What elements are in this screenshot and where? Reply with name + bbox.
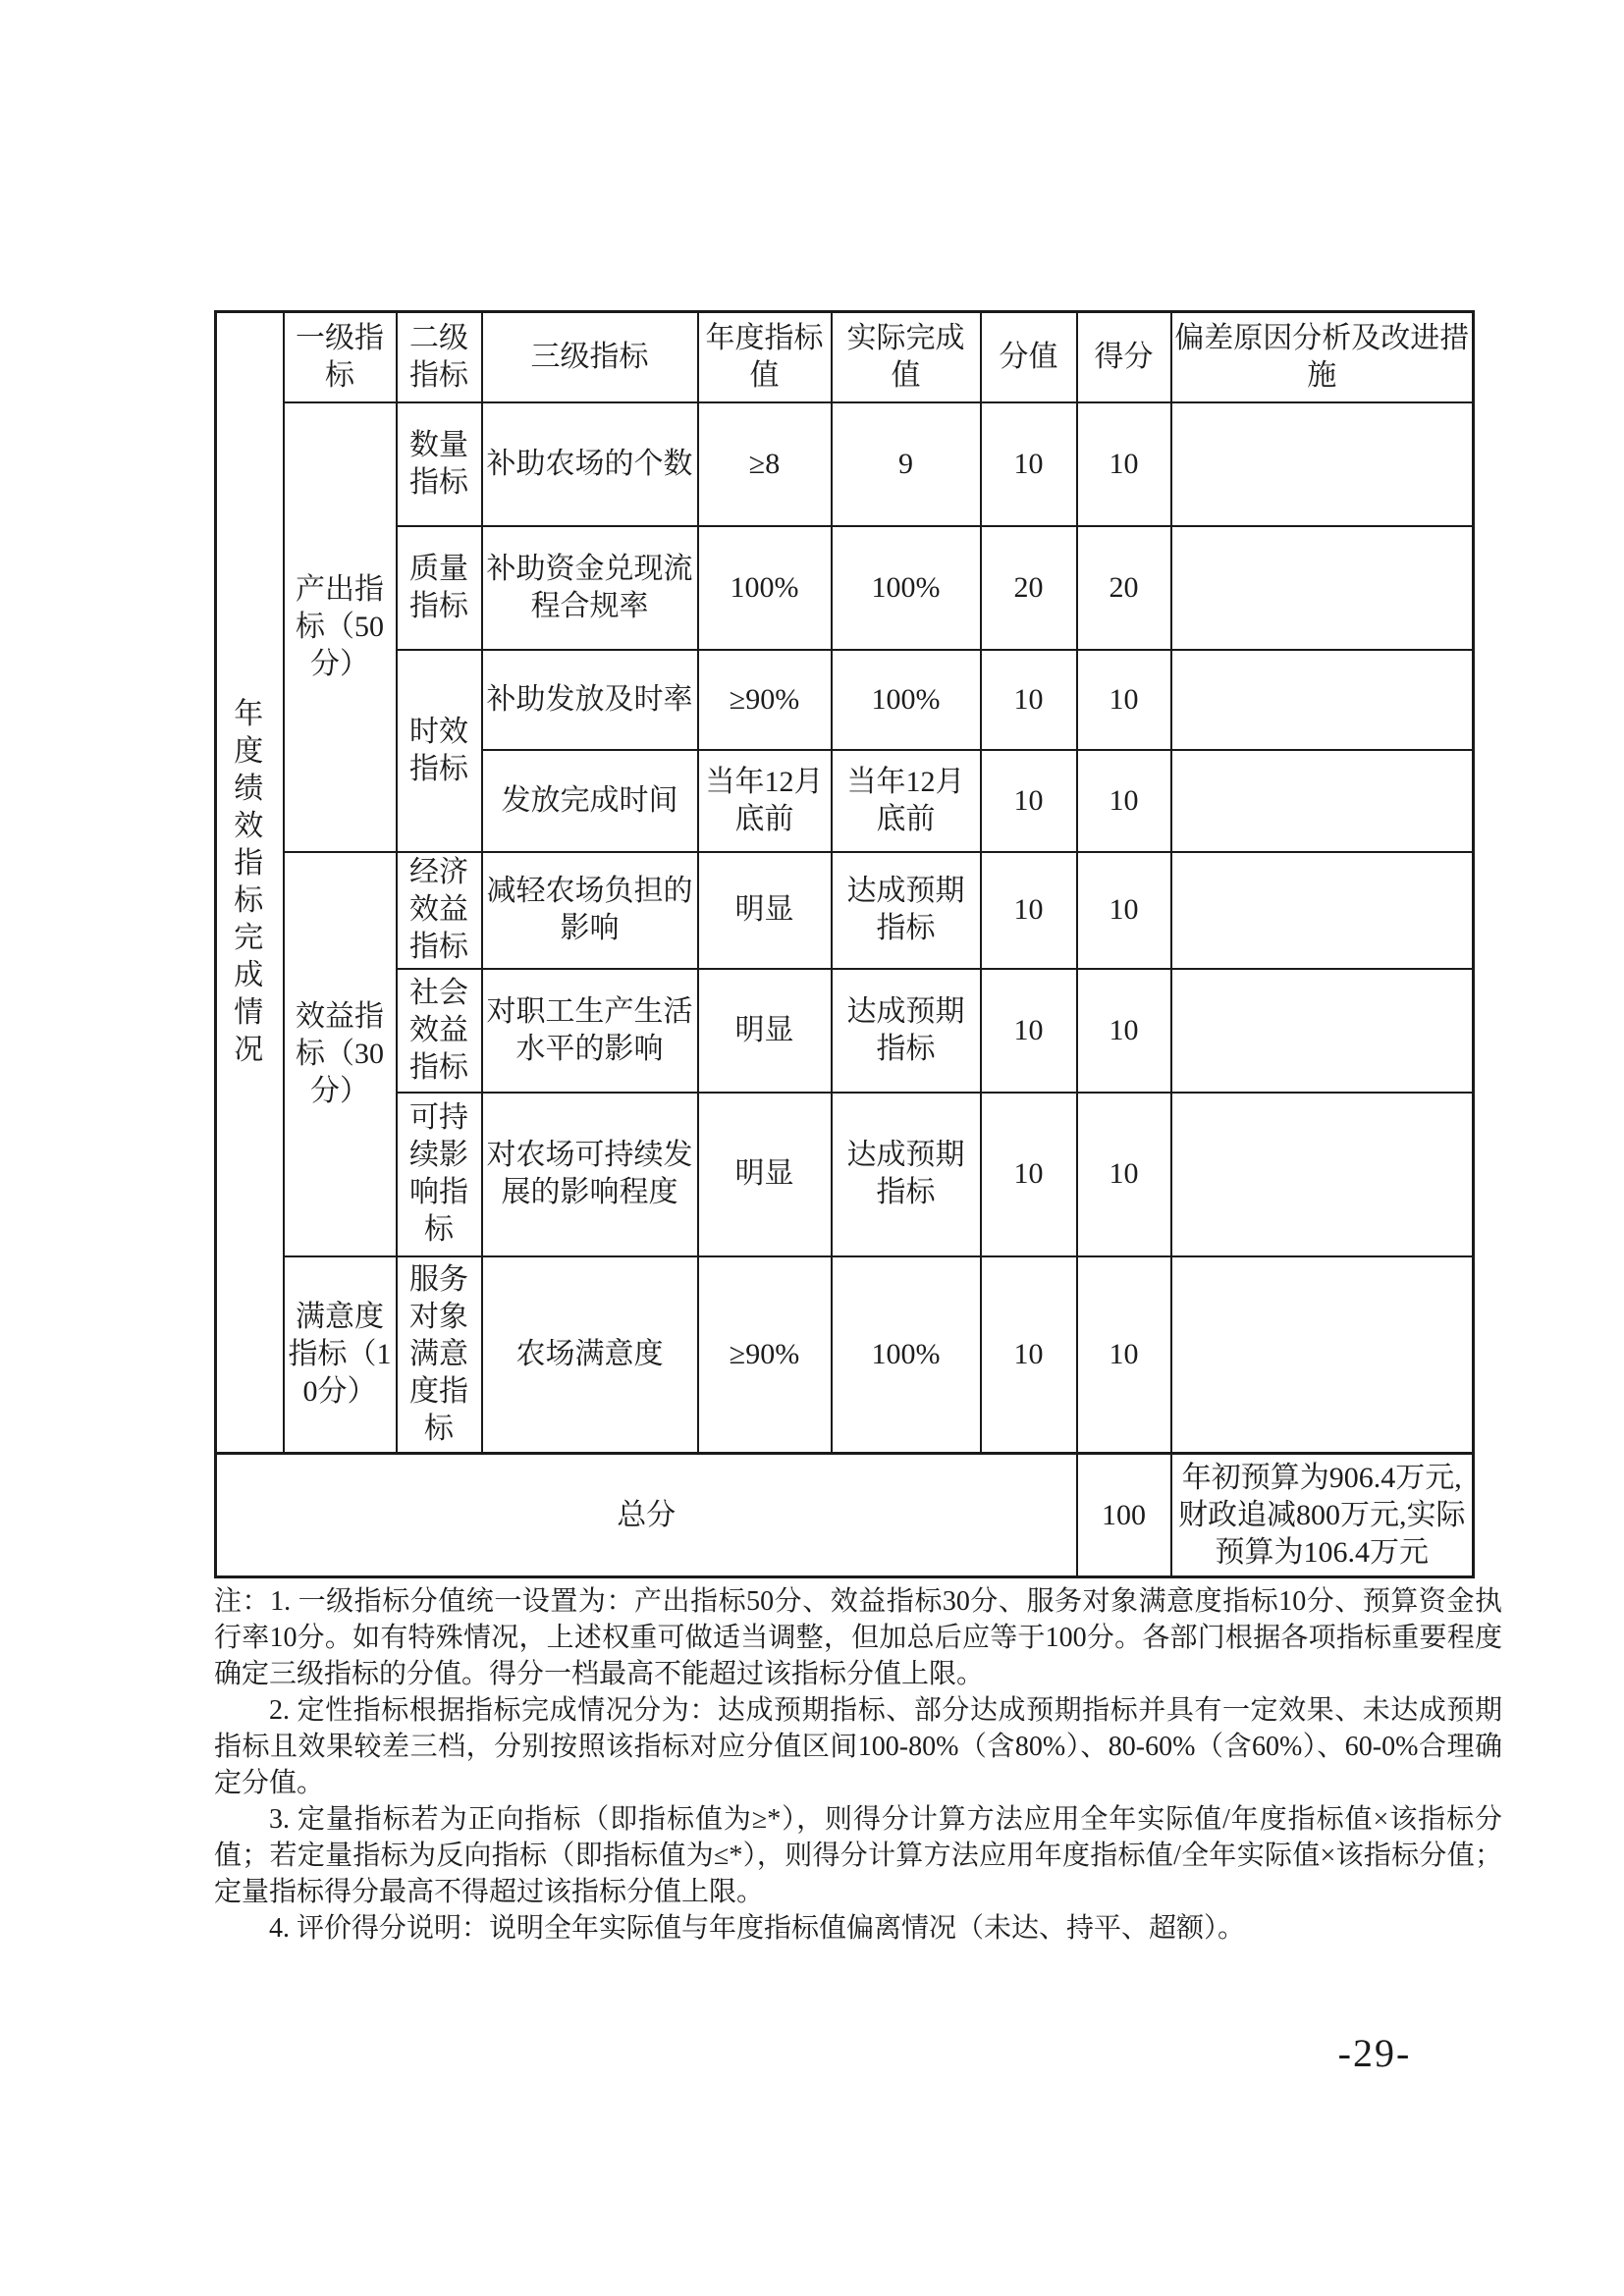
annual-target-cell: 明显 [698, 1093, 832, 1256]
header-annual-target: 年度指标值 [698, 312, 832, 402]
header-level3: 三级指标 [482, 312, 698, 402]
max-score-cell: 10 [981, 969, 1077, 1093]
total-score-cell: 100 [1077, 1454, 1171, 1577]
actual-cell: 100% [832, 526, 981, 650]
level3-cell: 补助发放及时率 [482, 650, 698, 750]
header-score: 得分 [1077, 312, 1171, 402]
table-row [216, 969, 1474, 1093]
deviation-cell [1171, 1256, 1474, 1454]
deviation-cell [1171, 969, 1474, 1093]
header-deviation: 偏差原因分析及改进措施 [1171, 312, 1474, 402]
level3-cell: 补助农场的个数 [482, 402, 698, 526]
header-level1: 一级指标 [284, 312, 397, 402]
score-cell: 10 [1077, 969, 1171, 1093]
actual-cell: 达成预期指标 [832, 852, 981, 969]
level3-cell: 农场满意度 [482, 1256, 698, 1454]
score-cell: 10 [1077, 1093, 1171, 1256]
header-max-score: 分值 [981, 312, 1077, 402]
score-cell: 20 [1077, 526, 1171, 650]
level3-cell: 补助资金兑现流程合规率 [482, 526, 698, 650]
total-remark-cell: 年初预算为906.4万元,财政追减800万元,实际预算为106.4万元 [1171, 1454, 1474, 1577]
level2-cell: 数量指标 [397, 402, 482, 526]
footnote-3: 3. 定量指标若为正向指标（即指标值为≥*），则得分计算方法应用全年实际值/年度指标值×该指标分值；若定量指标为反向指标（即指标值为≤*），则得分计算方法应用年度指标值/全年实际值×该指标分值；定量指标得分最高不得超过该指标分值上限。 [214, 1804, 1502, 1907]
page-number: -29- [1337, 2031, 1412, 2075]
level3-cell: 减轻农场负担的影响 [482, 852, 698, 969]
annual-target-cell: 100% [698, 526, 832, 650]
max-score-cell: 10 [981, 1093, 1077, 1256]
table-row [216, 526, 1474, 650]
table-row [216, 402, 1474, 526]
annual-target-cell: 明显 [698, 852, 832, 969]
header-actual: 实际完成值 [832, 312, 981, 402]
level2-cell: 时效指标 [397, 650, 482, 852]
deviation-cell [1171, 526, 1474, 650]
level2-cell: 服务对象满意度指标 [397, 1256, 482, 1454]
annual-target-cell: ≥90% [698, 650, 832, 750]
footnote-4: 4. 评价得分说明：说明全年实际值与年度指标值偏离情况（未达、持平、超额）。 [269, 1913, 1246, 1944]
deviation-cell [1171, 750, 1474, 852]
level2-cell: 质量指标 [397, 526, 482, 650]
level2-cell: 可持续影响指标 [397, 1093, 482, 1256]
table-row [216, 852, 1474, 969]
table-row [216, 650, 1474, 750]
actual-cell: 100% [832, 1256, 981, 1454]
max-score-cell: 10 [981, 1256, 1077, 1454]
performance-indicator-table [214, 310, 1475, 1578]
score-cell: 10 [1077, 750, 1171, 852]
score-cell: 10 [1077, 402, 1171, 526]
max-score-cell: 10 [981, 852, 1077, 969]
annual-target-cell: ≥90% [698, 1256, 832, 1454]
actual-cell: 当年12月底前 [832, 750, 981, 852]
score-cell: 10 [1077, 852, 1171, 969]
deviation-cell [1171, 852, 1474, 969]
level1-benefit-indicator: 效益指标（30分） [284, 852, 397, 1256]
row-group-label: 年度绩效指标完成情况 [216, 312, 284, 1454]
total-label: 总分 [216, 1454, 1077, 1577]
annual-target-cell: 明显 [698, 969, 832, 1093]
level2-cell: 社会效益指标 [397, 969, 482, 1093]
level3-cell: 对职工生产生活水平的影响 [482, 969, 698, 1093]
max-score-cell: 10 [981, 750, 1077, 852]
footnotes [214, 1583, 1502, 1947]
actual-cell: 100% [832, 650, 981, 750]
actual-cell: 达成预期指标 [832, 969, 981, 1093]
total-row [216, 1454, 1474, 1577]
max-score-cell: 10 [981, 650, 1077, 750]
level1-output-indicator: 产出指标（50分） [284, 402, 397, 852]
deviation-cell [1171, 1093, 1474, 1256]
header-level2: 二级指标 [397, 312, 482, 402]
table-header-row [216, 312, 1474, 402]
max-score-cell: 10 [981, 402, 1077, 526]
level2-cell: 经济效益指标 [397, 852, 482, 969]
score-cell: 10 [1077, 1256, 1171, 1454]
footnote-1: 注：1. 一级指标分值统一设置为：产出指标50分、效益指标30分、服务对象满意度指标10分、预算资金执行率10分。如有特殊情况，上述权重可做适当调整，但加总后应等于100分。各部门根据各项指标重要程度确定三级指标的分值。得分一档最高不能超过该指标分值上限。 [214, 1586, 1502, 1689]
level3-cell: 发放完成时间 [482, 750, 698, 852]
table-row [216, 1256, 1474, 1454]
actual-cell: 9 [832, 402, 981, 526]
max-score-cell: 20 [981, 526, 1077, 650]
actual-cell: 达成预期指标 [832, 1093, 981, 1256]
deviation-cell [1171, 650, 1474, 750]
footnote-2: 2. 定性指标根据指标完成情况分为：达成预期指标、部分达成预期指标并具有一定效果、未达成预期指标且效果较差三档，分别按照该指标对应分值区间100-80%（含80%）、80-60%（含60%）、60-0%合理确定分值。 [214, 1695, 1502, 1798]
level1-satisfaction-indicator: 满意度指标（10分） [284, 1256, 397, 1454]
annual-target-cell: ≥8 [698, 402, 832, 526]
table-row [216, 1093, 1474, 1256]
deviation-cell [1171, 402, 1474, 526]
annual-target-cell: 当年12月底前 [698, 750, 832, 852]
level3-cell: 对农场可持续发展的影响程度 [482, 1093, 698, 1256]
score-cell: 10 [1077, 650, 1171, 750]
